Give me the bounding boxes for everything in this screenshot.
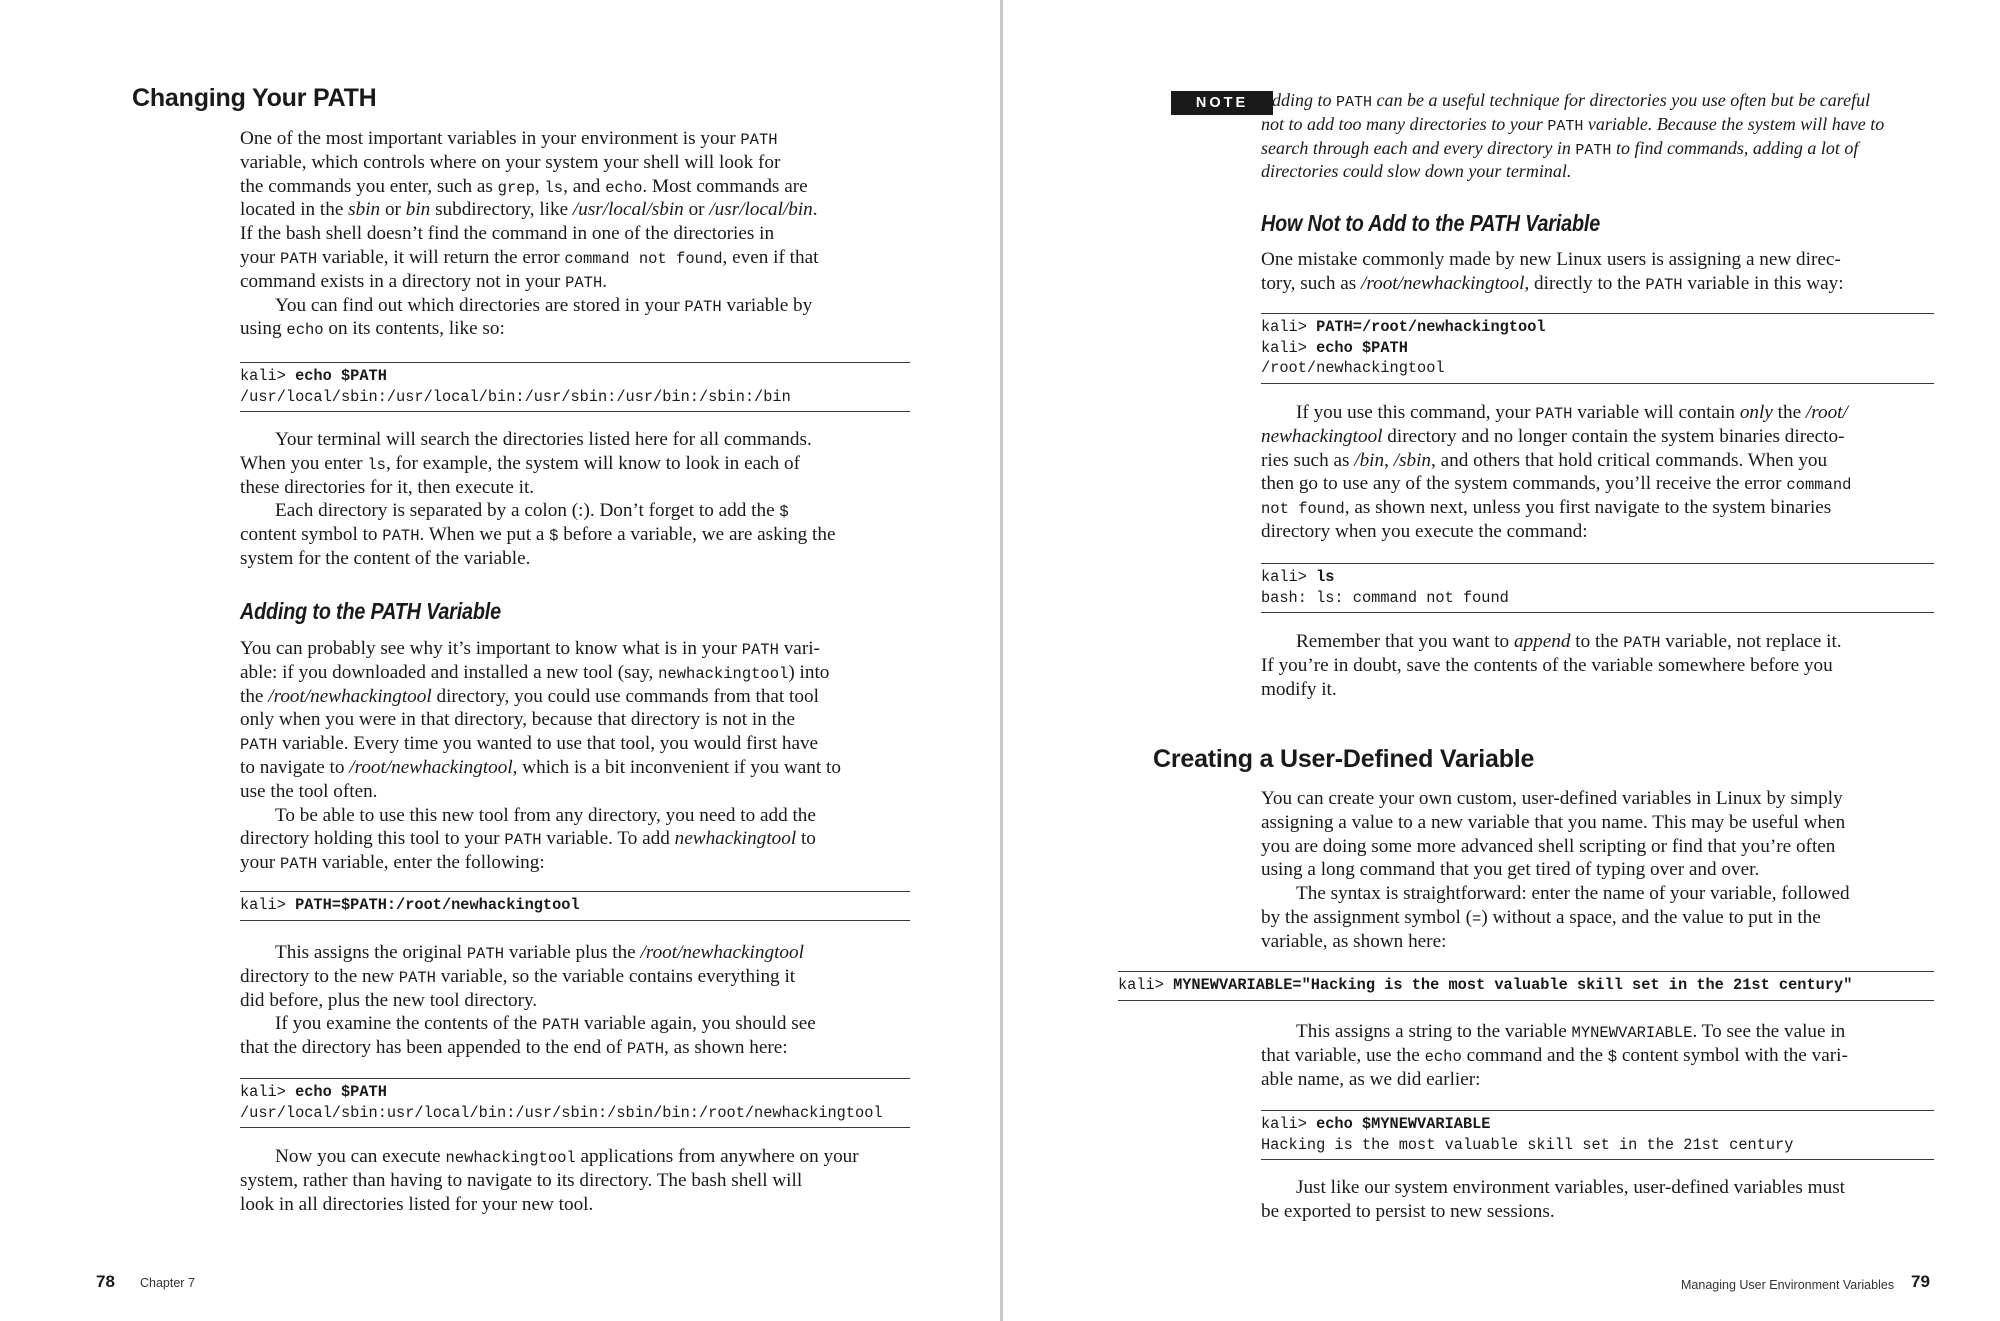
- text-run: that the directory has been appended to the end of: [240, 1037, 627, 1059]
- text-run: One of the most important variables in your environment is your: [240, 128, 741, 149]
- text-run: or: [380, 199, 406, 221]
- note-badge: NOTE: [1171, 91, 1273, 115]
- text-run: directory holding this tool to your: [240, 828, 505, 850]
- text-run: Just like our system environment variables, user-defined variables must: [1296, 1177, 1845, 1198]
- inline-code: PATH: [1623, 634, 1661, 652]
- text-run: This assigns a string to the variable: [1296, 1021, 1572, 1042]
- text-run: , even if that: [722, 246, 819, 268]
- text-run: variable, as shown here:: [1261, 930, 1447, 952]
- text-run: assigning a value to a new variable that you name. This may be useful when: [1261, 811, 1846, 833]
- text-run: applications from anywhere on your: [575, 1146, 859, 1167]
- command-input: echo $PATH: [1316, 338, 1408, 357]
- code-mynewvariable: [1118, 971, 1934, 1001]
- text-line: [240, 804, 841, 828]
- inline-code: command: [1786, 476, 1852, 495]
- text-run: by the assignment symbol (: [1261, 906, 1473, 928]
- italic-text: /root/newhackingtool: [640, 942, 804, 963]
- text-line: [1261, 248, 1844, 272]
- command-input: echo $PATH: [295, 367, 387, 385]
- inline-code: $: [779, 503, 789, 522]
- text-run: variable again, you should see: [579, 1013, 816, 1035]
- italic-text: /usr/local/bin: [709, 199, 813, 221]
- text-run: , as shown here:: [664, 1037, 788, 1059]
- text-line: [1261, 835, 1850, 859]
- text-line: [1261, 401, 1852, 425]
- text-line: [1261, 787, 1850, 811]
- code-echo-path-1: [240, 362, 910, 412]
- text-line: [240, 523, 836, 547]
- text-run: then go to use any of the system commands, you’ll receive the error: [1261, 473, 1787, 495]
- italic-text: /root/newhackingtool: [1361, 272, 1525, 294]
- inline-code: PATH: [1535, 405, 1573, 423]
- text-line: [240, 198, 818, 222]
- text-line: [240, 732, 841, 756]
- text-line: [240, 246, 818, 270]
- text-run: ,: [1384, 449, 1394, 471]
- italic-text: bin: [405, 199, 431, 221]
- section-heading-user-defined: Creating a User-Defined Variable: [1153, 745, 1535, 773]
- text-run: If you use this command, your: [1296, 402, 1536, 423]
- text-line: [1261, 567, 1934, 588]
- text-line: [1261, 1176, 1845, 1200]
- text-line: [1261, 425, 1852, 449]
- inline-code: newhackingtool: [658, 664, 789, 683]
- code-echo-mynewvariable: [1261, 1110, 1934, 1160]
- para-just-like: [1261, 1176, 1845, 1224]
- text-run: only when you were in that directory, because that directory is not in the: [240, 709, 796, 731]
- text-line: [240, 127, 818, 151]
- text-run: variable, enter the following:: [317, 852, 545, 874]
- text-line: [240, 756, 841, 780]
- para-remember: [1261, 630, 1842, 701]
- text-run: . To see the value in: [1692, 1021, 1846, 1042]
- inline-code: not found: [1261, 500, 1345, 519]
- text-line: [240, 151, 818, 175]
- inline-code: PATH: [1645, 275, 1683, 294]
- text-line: [1261, 520, 1852, 544]
- text-line: [240, 1012, 816, 1036]
- text-line: [240, 1193, 859, 1217]
- text-line: [1261, 588, 1934, 609]
- text-run: system for the content of the variable.: [240, 547, 531, 569]
- text-line: [1261, 906, 1850, 930]
- italic-text: only: [1739, 402, 1773, 423]
- italic-text: /bin: [1354, 449, 1385, 471]
- text-run: You can create your own custom, user-defined variables in Linux by simply: [1261, 788, 1843, 809]
- text-line: [1118, 975, 1934, 996]
- text-run: did before, plus the new tool directory.: [240, 989, 538, 1011]
- text-line: [1261, 811, 1850, 835]
- text-run: vari-: [778, 638, 820, 659]
- code-path-replace: [1261, 313, 1934, 384]
- text-run: .: [812, 199, 818, 221]
- text-run: /usr/local/sbin:usr/local/bin:/usr/sbin:/sbin/bin:/root/newhackingtool: [240, 1103, 883, 1122]
- inline-code: PATH: [565, 273, 603, 292]
- italic-text: /sbin: [1393, 449, 1432, 471]
- text-run: directory to the new: [240, 965, 399, 987]
- text-line: [240, 499, 836, 523]
- text-line: [240, 941, 816, 965]
- inline-code: grep: [497, 178, 535, 197]
- text-run: subdirectory, like: [430, 199, 573, 221]
- italic-text: /usr/local/sbin: [572, 199, 684, 221]
- para-terminal-search: [240, 428, 836, 571]
- text-run: not to add too many directories to your: [1261, 113, 1548, 134]
- text-line: [240, 1145, 859, 1169]
- text-run: kali>: [1118, 976, 1174, 994]
- text-run: to find commands, adding a lot of: [1611, 137, 1859, 158]
- text-run: tory, such as: [1261, 272, 1362, 294]
- inline-code: PATH: [382, 527, 420, 546]
- text-run: can be a useful technique for directories you use often but be careful: [1372, 90, 1871, 110]
- text-run: /root/newhackingtool: [1261, 359, 1445, 377]
- italic-text: /root/newhackingtool: [268, 685, 432, 707]
- text-run: Your terminal will search the directories listed here for all commands.: [275, 429, 812, 450]
- command-input: MYNEWVARIABLE="Hacking is the most valuable skill set in the 21st century": [1173, 976, 1853, 994]
- text-run: One mistake commonly made by new Linux users is assigning a new direc-: [1261, 249, 1841, 270]
- text-line: [240, 428, 836, 452]
- text-run: look in all directories listed for your new tool.: [240, 1193, 594, 1215]
- text-run: You can probably see why it’s important to know what is in your: [240, 638, 742, 659]
- code-echo-path-2: [240, 1078, 910, 1128]
- section-heading-changing-path: Changing Your PATH: [132, 84, 377, 112]
- text-line: [240, 294, 818, 318]
- para-if-you-use: [1261, 401, 1852, 544]
- inline-code: PATH: [398, 968, 436, 987]
- text-line: [240, 1082, 910, 1103]
- text-run: To be able to use this new tool from any directory, you need to add the: [275, 804, 816, 826]
- para-now: [240, 1145, 859, 1216]
- text-run: ,: [534, 175, 545, 197]
- subheading-adding-path: Adding to the PATH Variable: [240, 598, 501, 624]
- inline-code: command not found: [564, 249, 723, 268]
- text-run: the commands you enter, such as: [240, 175, 498, 197]
- page-number-left: 78: [96, 1272, 115, 1291]
- inline-code: ls: [544, 178, 564, 197]
- text-run: kali>: [240, 367, 296, 385]
- italic-text: newhackingtool: [674, 828, 797, 850]
- text-line: [240, 661, 841, 685]
- text-run: content symbol with the vari-: [1617, 1044, 1848, 1066]
- text-line: [1261, 89, 1884, 113]
- text-run: . When we put a: [419, 524, 550, 546]
- text-run: able: if you downloaded and installed a new tool (say,: [240, 661, 659, 683]
- text-run: variable, which controls where on your system your shell will look for: [240, 151, 781, 173]
- text-run: system, rather than having to navigate to its directory. The bash shell will: [240, 1169, 803, 1191]
- italic-text: /root/: [1805, 402, 1848, 423]
- inline-code: PATH: [1575, 141, 1612, 159]
- text-line: [240, 989, 816, 1013]
- running-footer-right: Managing User Environment Variables: [1681, 1278, 1895, 1292]
- text-line: [1261, 317, 1934, 338]
- text-run: Now you can execute: [275, 1146, 446, 1167]
- right-page: [1003, 0, 2000, 1321]
- text-run: When you enter: [240, 452, 368, 474]
- inline-code: PATH: [626, 1040, 665, 1059]
- italic-text: sbin: [348, 199, 381, 221]
- text-line: [240, 317, 818, 341]
- text-run: variable. Because the system will have to: [1583, 113, 1885, 134]
- text-run: kali>: [1261, 568, 1317, 586]
- text-run: variable will contain: [1572, 402, 1740, 423]
- command-input: echo $MYNEWVARIABLE: [1316, 1115, 1491, 1133]
- inline-code: PATH: [1336, 94, 1373, 111]
- text-run: these directories for it, then execute it.: [240, 476, 535, 498]
- text-line: [1261, 1135, 1934, 1156]
- subheading-how-not: How Not to Add to the PATH Variable: [1261, 210, 1601, 236]
- inline-code: PATH: [279, 855, 318, 874]
- text-line: [240, 1036, 816, 1060]
- text-run: ries such as: [1261, 449, 1355, 471]
- text-line: [240, 452, 836, 476]
- intro-paragraph: [240, 127, 818, 341]
- text-run: Hacking is the most valuable skill set in the 21st century: [1261, 1135, 1794, 1154]
- text-line: [1261, 338, 1934, 359]
- text-line: [240, 547, 836, 571]
- text-run: that variable, use the: [1261, 1044, 1425, 1066]
- text-line: [1261, 113, 1884, 137]
- text-line: [1261, 654, 1842, 678]
- text-run: , for example, the system will know to look in each of: [385, 452, 800, 474]
- text-run: Each directory is separated by a colon (:). Don’t forget to add the: [275, 500, 780, 522]
- text-run: , directly to the: [1524, 272, 1646, 294]
- text-run: , which is a bit inconvenient if you want to: [512, 756, 841, 778]
- text-line: [1261, 678, 1842, 702]
- text-line: [240, 366, 910, 387]
- command-input: PATH=/root/newhackingtool: [1316, 318, 1546, 336]
- command-input: echo $PATH: [295, 1083, 387, 1101]
- text-run: kali>: [1261, 1115, 1317, 1133]
- text-run: variable. To add: [541, 828, 675, 850]
- page-number-right: 79: [1911, 1272, 1930, 1291]
- para-user-defined: [1261, 787, 1850, 954]
- text-run: directory, you could use commands from that tool: [431, 685, 819, 707]
- running-footer-left: Chapter 7: [140, 1276, 195, 1290]
- italic-text: /root/newhackingtool: [349, 756, 513, 778]
- text-line: [240, 851, 841, 875]
- text-run: /usr/local/sbin:/usr/local/bin:/usr/sbin:/usr/bin:/sbin:/bin: [240, 387, 791, 406]
- text-run: the: [1772, 402, 1806, 423]
- text-run: If the bash shell doesn’t find the command in one of the directories in: [240, 223, 775, 245]
- text-line: [240, 222, 818, 246]
- text-run: the: [240, 685, 269, 707]
- inline-code: PATH: [240, 736, 278, 755]
- text-run: you are doing some more advanced shell scripting or find that you’re often: [1261, 835, 1836, 857]
- text-line: [1261, 1114, 1934, 1135]
- inline-code: echo: [286, 321, 324, 340]
- text-run: to: [796, 828, 816, 850]
- text-run: , and: [563, 175, 606, 197]
- text-run: using a long command that you get tired of typing over and over.: [1261, 859, 1760, 881]
- text-line: [240, 175, 818, 199]
- text-run: variable in this way:: [1682, 272, 1844, 294]
- inline-code: MYNEWVARIABLE: [1571, 1024, 1693, 1042]
- text-run: your: [240, 246, 280, 268]
- text-run: variable plus the: [504, 942, 641, 963]
- text-run: , and others that hold critical commands. When you: [1431, 449, 1828, 471]
- inline-code: ls: [367, 455, 386, 474]
- inline-code: echo: [1424, 1047, 1462, 1066]
- inline-code: PATH: [741, 641, 779, 659]
- text-run: .: [602, 270, 608, 292]
- text-line: [1261, 272, 1844, 296]
- text-run: on its contents, like so:: [323, 318, 505, 340]
- para-adding: [240, 637, 841, 875]
- text-run: variable, not replace it.: [1660, 631, 1842, 652]
- inline-code: echo: [605, 178, 643, 197]
- text-line: [240, 387, 910, 408]
- text-run: variable by: [721, 294, 813, 316]
- inline-code: PATH: [740, 131, 778, 149]
- text-run: command exists in a directory not in your: [240, 270, 566, 292]
- text-line: [240, 270, 818, 294]
- inline-code: =: [1472, 909, 1482, 928]
- text-run: If you examine the contents of the: [275, 1013, 542, 1035]
- text-line: [1261, 449, 1852, 473]
- text-line: [240, 637, 841, 661]
- text-run: before a variable, we are asking the: [558, 524, 836, 546]
- text-run: kali>: [1261, 338, 1317, 357]
- text-line: [240, 1103, 910, 1124]
- text-run: ) without a space, and the value to put in the: [1481, 906, 1821, 928]
- inline-code: PATH: [684, 297, 722, 316]
- text-line: [240, 708, 841, 732]
- inline-code: PATH: [279, 249, 318, 268]
- text-run: directory when you execute the command:: [1261, 520, 1588, 542]
- text-line: [240, 1169, 859, 1193]
- text-run: , as shown next, unless you first navigate to the system binaries: [1344, 497, 1832, 519]
- text-run: be exported to persist to new sessions.: [1261, 1200, 1555, 1222]
- text-line: [240, 827, 841, 851]
- inline-code: PATH: [541, 1016, 580, 1035]
- command-input: PATH=$PATH:/root/newhackingtool: [295, 896, 580, 914]
- code-ls: [1261, 563, 1934, 613]
- text-run: Remember that you want to: [1296, 631, 1514, 652]
- text-run: located in the: [240, 199, 349, 221]
- text-line: [1261, 472, 1852, 496]
- text-run: command and the: [1461, 1044, 1608, 1066]
- para-assigns: [240, 941, 816, 1060]
- text-line: [240, 685, 841, 709]
- text-line: [240, 965, 816, 989]
- text-line: [1261, 496, 1852, 520]
- text-run: . Most commands are: [642, 175, 808, 197]
- text-run: modify it.: [1261, 678, 1337, 700]
- text-line: [1261, 882, 1850, 906]
- text-line: [240, 780, 841, 804]
- text-run: You can find out which directories are stored in your: [275, 294, 685, 316]
- inline-code: PATH: [1547, 117, 1584, 135]
- text-run: search through each and every directory in: [1261, 137, 1576, 158]
- text-run: variable, it will return the error: [317, 246, 565, 268]
- text-line: [1261, 137, 1884, 161]
- italic-text: newhackingtool: [1261, 425, 1383, 447]
- text-run: This assigns the original: [275, 942, 467, 963]
- text-line: [1261, 1044, 1848, 1068]
- text-line: [240, 895, 910, 916]
- inline-code: PATH: [504, 831, 542, 850]
- text-line: [1261, 630, 1842, 654]
- text-run: kali>: [240, 1083, 296, 1101]
- text-run: ) into: [788, 661, 830, 683]
- text-run: your: [240, 852, 280, 874]
- para-this-assigns-string: [1261, 1020, 1848, 1091]
- text-line: [1261, 1200, 1845, 1224]
- text-run: variable, so the variable contains everything it: [436, 965, 796, 987]
- inline-code: $: [1607, 1047, 1618, 1066]
- text-run: The syntax is straightforward: enter the name of your variable, followed: [1296, 883, 1850, 905]
- note-text: [1261, 89, 1884, 184]
- text-line: [1261, 358, 1934, 379]
- text-run: Adding to: [1261, 90, 1336, 110]
- text-run: directory and no longer contain the system binaries directo-: [1382, 425, 1845, 447]
- inline-code: PATH: [466, 945, 505, 963]
- text-run: kali>: [240, 896, 296, 914]
- text-run: use the tool often.: [240, 780, 378, 802]
- text-run: using: [240, 318, 287, 340]
- text-line: [1261, 1020, 1848, 1044]
- text-line: [1261, 1068, 1848, 1092]
- code-path-append: [240, 891, 910, 921]
- italic-text: append: [1513, 631, 1571, 652]
- command-input: ls: [1316, 568, 1335, 586]
- text-line: [1261, 930, 1850, 954]
- text-run: kali>: [1261, 318, 1317, 336]
- text-run: bash: ls: command not found: [1261, 588, 1509, 607]
- text-run: to navigate to: [240, 756, 350, 778]
- text-run: to the: [1570, 631, 1624, 652]
- text-line: [240, 476, 836, 500]
- text-run: variable. Every time you wanted to use that tool, you would first have: [277, 733, 819, 755]
- para-mistake: [1261, 248, 1844, 296]
- text-run: content symbol to: [240, 524, 383, 546]
- inline-code: $: [549, 527, 559, 546]
- text-run: or: [683, 199, 710, 221]
- text-run: able name, as we did earlier:: [1261, 1068, 1481, 1090]
- inline-code: newhackingtool: [445, 1149, 576, 1167]
- text-run: If you’re in doubt, save the contents of the variable somewhere before you: [1261, 654, 1833, 676]
- text-line: [1261, 160, 1884, 184]
- text-line: [1261, 858, 1850, 882]
- text-run: directories could slow down your terminal.: [1261, 161, 1572, 182]
